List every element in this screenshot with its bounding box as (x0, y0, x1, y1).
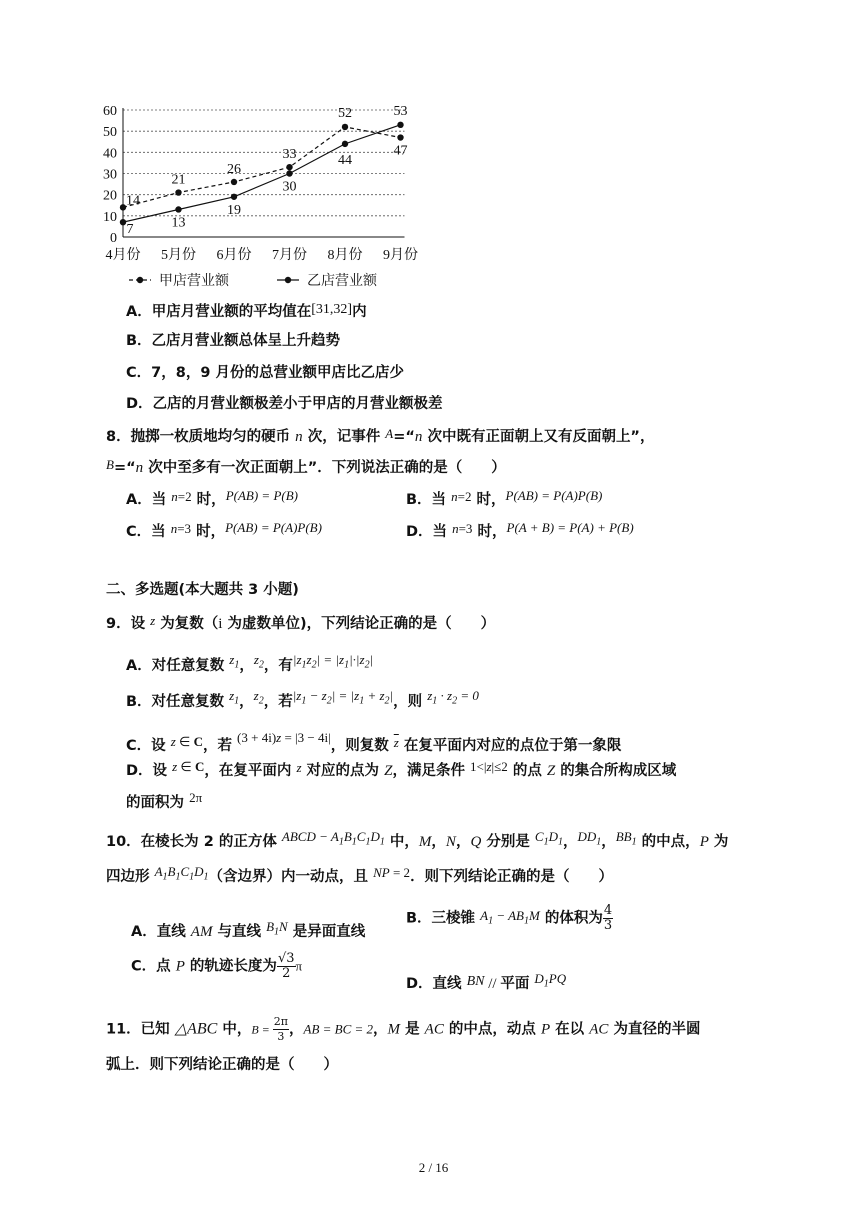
y-tick-label: 40 (103, 146, 117, 162)
data-point (342, 124, 348, 130)
data-label: 26 (227, 161, 241, 177)
q7-option-d: D．乙店的月营业额极差小于甲店的月营业额极差 (126, 396, 443, 412)
data-label: 21 (171, 172, 186, 188)
x-tick-label: 9月份 (383, 248, 418, 263)
sales-line-chart (96, 100, 436, 300)
q10-option-c: C．点 P 的轨迹长度为 $\frac{√3}{2}$ π (131, 951, 303, 981)
q10-stem-line2: 四边形 $A_1B_1C_1D_1$（含边界）内一动点，且 NP = 2．则下列结论正确的是（ ） (106, 864, 614, 885)
q10-option-d: D．直线 BN // 平面 $D_1PQ$ (406, 971, 567, 992)
legend-label: 甲店营业额 (159, 273, 229, 289)
q7-option-b: B．乙店月营业额总体呈上升趋势 (126, 333, 341, 349)
q8-option-b: B．当 n=2 时，P(AB) = P(A)P(B) (406, 488, 603, 508)
x-tick-label: 8月份 (327, 248, 363, 263)
data-label: 30 (282, 179, 297, 195)
q11-stem-line1: 11．已知 △ABC 中，B = $\frac{2\pi}{3}$ ，AB = BC = 2，M 是 AC 的中点，动点 P 在以 AC 为直径的半圆 (106, 1015, 701, 1043)
section-heading-multiple-choice: 二、多选题(本大题共 3 小题) (106, 582, 299, 598)
legend-label: 乙店营业额 (307, 273, 377, 289)
q9-option-b: B．对任意复数 $z_1$，$z_2$，若$|z_1 - z_2| = |z_1 + z_2|$，则 $z_1 \cdot z_2 = 0$ (126, 688, 479, 710)
data-label: 44 (338, 152, 352, 168)
q9-option-d-line1: D．设 z ∈ C，在复平面内 z 对应的点为 Z，满足条件 1<|z|≤2 的点 Z 的集合所构成区域 (126, 759, 677, 779)
q11-stem-line2: 弧上．则下列结论正确的是（ ） (106, 1057, 338, 1073)
q8-stem-line1: 8．抛掷一枚质地均匀的硬币 n 次，记事件 A=“n 次中既有正面朝上又有反面朝上”， (106, 426, 655, 445)
x-tick-label: 5月份 (161, 248, 196, 263)
data-point (175, 206, 181, 212)
q7-option-c: C．7，8，9 月份的总营业额甲店比乙店少 (126, 365, 404, 381)
x-tick-label: 6月份 (216, 248, 252, 263)
data-point (286, 170, 292, 176)
data-label: 52 (338, 105, 352, 121)
page-number: 2 / 16 (418, 1160, 449, 1175)
y-tick-label: 60 (103, 104, 117, 119)
y-tick-label: 0 (110, 231, 117, 246)
data-point (342, 141, 348, 147)
data-point (231, 194, 237, 200)
data-point (397, 134, 403, 140)
y-tick-label: 50 (103, 125, 117, 141)
data-point (120, 219, 126, 225)
data-label: 19 (227, 202, 241, 218)
q10-stem-line1: 10．在棱长为 2 的正方体 ABCD − $A_1B_1C_1D_1$ 中，M，N，Q 分别是 $C_1D_1$，$DD_1$，$BB_1$ 的中点，P 为 (106, 829, 729, 850)
data-point (175, 189, 181, 195)
q9-option-c: C．设 z ∈ C，若 (3 + 4i)z = |3 − 4i|，则复数 $\overline{z}$ 在复平面内对应的点位于第一象限 (126, 730, 622, 754)
legend-marker (137, 277, 143, 283)
data-label: 7 (126, 222, 134, 238)
q9-option-d-line2: 的面积为 2π (126, 790, 203, 811)
q8-stem-line2: B=“n 次中至多有一次正面朝上”．下列说法正确的是（ ） (106, 457, 506, 476)
data-label: 33 (282, 147, 297, 163)
q8-option-a: A．当 n=2 时，P(AB) = P(B) (126, 488, 298, 508)
data-point (231, 179, 237, 185)
q7-option-a: A．甲店月营业额的平均值在[31,32]内 (126, 302, 367, 320)
q9-stem: 9．设 z 为复数（i 为虚数单位)，下列结论正确的是（ ） (106, 613, 496, 632)
q10-option-a: A．直线 AM 与直线 $B_1N$ 是异面直线 (131, 919, 366, 940)
y-tick-label: 10 (103, 209, 117, 225)
data-label: 53 (393, 103, 408, 119)
data-label: 13 (171, 215, 186, 231)
q9-option-a: A．对任意复数 $z_1$，$z_2$，有$|z_1z_2| = |z_1|\cdot|z_2|$ (126, 652, 374, 674)
q8-option-c: C．当 n=3 时，P(AB) = P(A)P(B) (126, 520, 322, 540)
data-point (397, 122, 403, 128)
data-label: 47 (393, 143, 408, 159)
y-tick-label: 20 (103, 188, 117, 204)
q10-option-b: B．三棱锥 $A_1 - AB_1M$ 的体积为 $\frac{4}{3}$ (406, 903, 613, 933)
x-tick-label: 7月份 (272, 248, 307, 263)
x-tick-label: 4月份 (105, 248, 141, 263)
data-point (286, 164, 292, 170)
q8-option-d: D．当 n=3 时，P(A + B) = P(A) + P(B) (406, 520, 634, 540)
data-label: 14 (126, 193, 140, 209)
y-tick-label: 30 (103, 167, 117, 183)
legend-marker (285, 277, 291, 283)
